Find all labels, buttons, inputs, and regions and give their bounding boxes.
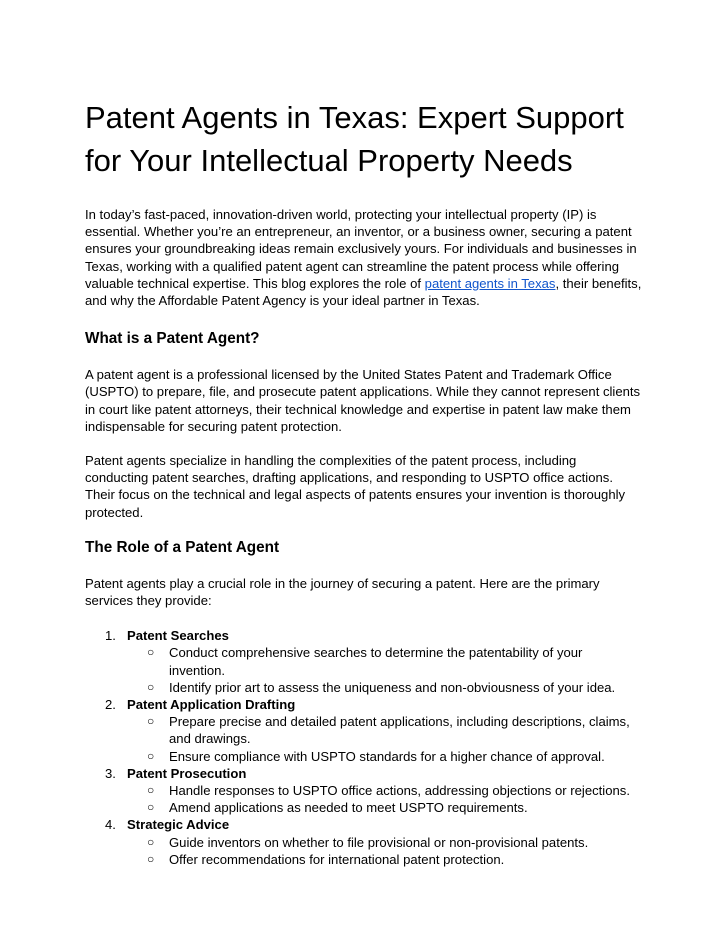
sub-item	[127, 644, 640, 678]
service-number: 1.	[105, 628, 116, 644]
sub-item	[127, 748, 640, 765]
role-intro-paragraph	[85, 575, 640, 609]
service-subitems	[127, 644, 640, 696]
hollow-circle-bullet-icon: ○	[147, 748, 155, 763]
page-title	[85, 96, 640, 182]
title-line: for Your Intellectual Property Needs	[85, 143, 573, 178]
section-heading-role: The Role of a Patent Agent	[85, 538, 280, 556]
sub-item-line: invention.	[169, 662, 226, 678]
services-list	[85, 627, 640, 868]
service-item	[85, 765, 640, 817]
paragraph-line: and why the Affordable Patent Agency is your ideal partner in Texas.	[85, 293, 480, 309]
paragraph-line: conducting patent searches, drafting applications, and responding to USPTO office actions.	[85, 470, 613, 486]
section-heading-what-is-agent: What is a Patent Agent?	[85, 330, 260, 348]
paragraph-line: in court like patent attorneys, their technical knowledge and expertise in patent law make them	[85, 401, 631, 417]
paragraph-line: Texas, working with a qualified patent agent can streamline the patent process while offering	[85, 258, 620, 274]
service-title: Patent Application Drafting	[127, 697, 296, 713]
sub-item-line: Offer recommendations for international patent protection.	[169, 851, 505, 867]
sub-item	[127, 713, 640, 747]
hollow-circle-bullet-icon: ○	[147, 783, 155, 798]
title-line: Patent Agents in Texas: Expert Support	[85, 100, 624, 135]
paragraph-line: protected.	[85, 504, 144, 520]
paragraph-line: Patent agents play a crucial role in the journey of securing a patent. Here are the primary	[85, 575, 600, 591]
patent-agents-texas-link[interactable]: patent agents in Texas	[424, 275, 556, 291]
paragraph-line: In today’s fast-paced, innovation-driven world, protecting your intellectual property (IP) is	[85, 207, 597, 222]
paragraph-line: ensures your groundbreaking ideas remain exclusively yours. For individuals and businesses in	[85, 241, 637, 257]
paragraph-line: (USPTO) to prepare, file, and prosecute patent applications. While they cannot represent clients	[85, 384, 641, 400]
service-subitems	[127, 782, 640, 816]
sub-item	[127, 851, 640, 868]
paragraph-line	[85, 275, 640, 292]
service-subitems	[127, 713, 640, 765]
hollow-circle-bullet-icon: ○	[147, 714, 155, 729]
service-number: 3.	[105, 765, 116, 781]
link-suffix-text: , their benefits,	[555, 275, 642, 291]
document-page	[85, 96, 640, 868]
paragraph-line: A patent agent is a professional licensed by the United States Patent and Trademark Office	[85, 367, 612, 383]
sub-item-line: Identify prior art to assess the uniqueness and non-obviousness of your idea.	[169, 679, 616, 695]
what-paragraph-2	[85, 452, 640, 521]
service-item	[85, 816, 640, 868]
service-item	[85, 627, 640, 696]
sub-item-line: Prepare precise and detailed patent applications, including descriptions, claims,	[169, 714, 630, 730]
sub-item	[127, 679, 640, 696]
link-prefix-text: valuable technical expertise. This blog explores the role of	[85, 275, 425, 291]
paragraph-line: indispensable for securing patent protection.	[85, 418, 342, 434]
hollow-circle-bullet-icon: ○	[147, 645, 155, 660]
service-title: Patent Prosecution	[127, 765, 247, 781]
sub-item-line: Handle responses to USPTO office actions, addressing objections or rejections.	[169, 783, 630, 799]
service-subitems	[127, 834, 640, 868]
sub-item-line: Guide inventors on whether to file provisional or non-provisional patents.	[169, 834, 589, 850]
sub-item-line: Conduct comprehensive searches to determine the patentability of your	[169, 645, 583, 661]
sub-item	[127, 799, 640, 816]
paragraph-line: Their focus on the technical and legal aspects of patents ensures your invention is thoroughly	[85, 487, 626, 503]
service-item	[85, 696, 640, 765]
service-number: 2.	[105, 697, 116, 713]
sub-item	[127, 834, 640, 851]
paragraph-line: essential. Whether you’re an entrepreneur, an inventor, or a business owner, securing a patent	[85, 224, 632, 240]
hollow-circle-bullet-icon: ○	[147, 834, 155, 849]
service-number: 4.	[105, 817, 116, 833]
service-title: Patent Searches	[127, 628, 229, 644]
intro-paragraph	[85, 206, 640, 309]
hollow-circle-bullet-icon: ○	[147, 851, 155, 866]
sub-item-line: Amend applications as needed to meet USPTO requirements.	[169, 800, 528, 816]
hollow-circle-bullet-icon: ○	[147, 800, 155, 815]
hollow-circle-bullet-icon: ○	[147, 679, 155, 694]
paragraph-line: Patent agents specialize in handling the complexities of the patent process, including	[85, 453, 577, 469]
sub-item-line: and drawings.	[169, 731, 251, 747]
paragraph-line: services they provide:	[85, 593, 212, 609]
service-title: Strategic Advice	[127, 817, 230, 833]
sub-item	[127, 782, 640, 799]
sub-item-line: Ensure compliance with USPTO standards for a higher chance of approval.	[169, 748, 605, 764]
what-paragraph-1	[85, 366, 640, 435]
